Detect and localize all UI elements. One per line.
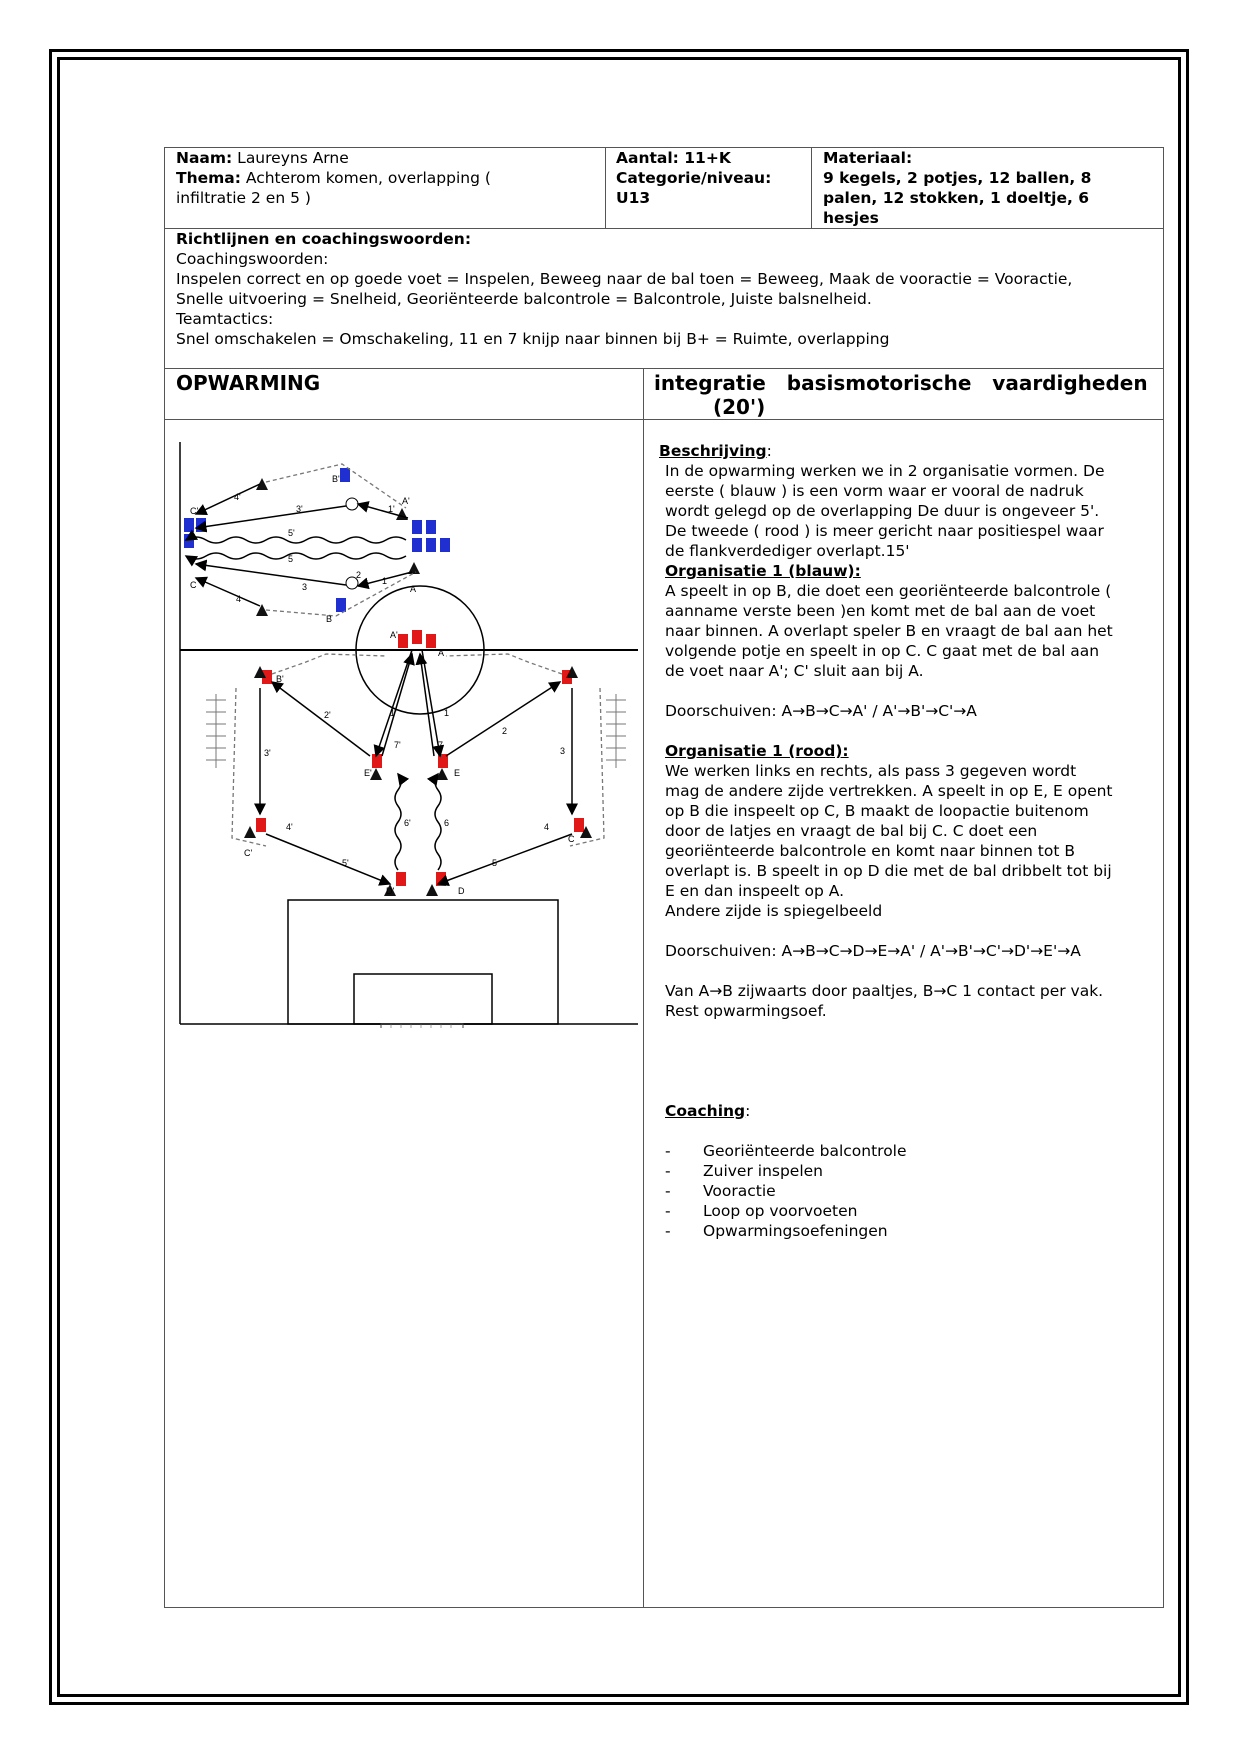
section-duration: (20') [713,395,766,419]
categorie-value: U13 [616,189,651,207]
materiaal-line-1: 9 kegels, 2 potjes, 12 ballen, 8 [823,169,1092,187]
red-player [436,872,446,886]
diagram-label: 4' [234,492,241,502]
diagram-label: D [458,886,465,896]
diagram-label: C [568,834,575,844]
red-organisation [206,630,626,896]
ladder-right [606,694,626,768]
diagram-label: B' [276,674,284,684]
thema-label: Thema: [176,169,241,187]
red-player [574,818,584,832]
teamtactics-label: Teamtactics: [176,310,274,328]
red-player [372,754,382,768]
blue-player [184,534,194,548]
org-rood-line: op B die inspeelt op C, B maakt de loopactie buitenom [665,802,1089,820]
naam-field [176,149,349,169]
blue-player [340,468,350,482]
diagram-label: 2 [356,570,362,580]
diagram-label: 3' [264,748,271,758]
org-rood-line: door de latjes en vraagt de bal bij C. C doet een [665,822,1038,840]
ball [346,498,358,510]
diagram-label: B' [332,474,340,484]
dribble-path [186,553,406,559]
red-player [412,630,422,644]
pass-arrow [196,506,346,528]
coachingswoorden-label: Coachingswoorden: [176,250,329,268]
diagram-label: A [438,648,445,658]
blue-player [426,538,436,552]
org-rood-line: Andere zijde is spiegelbeeld [665,902,883,920]
materiaal-label: Materiaal: [823,149,913,167]
org-rood-line: mag de andere zijde vertrekken. A speelt in op E, E opent [665,782,1113,800]
blue-player [412,520,422,534]
blue-player [412,538,422,552]
diagram-label: 5 [288,554,294,564]
diagram-label: E' [364,768,372,778]
org-rood-extra: Rest opwarmingsoef. [665,1002,827,1020]
coaching-item: - Zuiver inspelen [665,1162,824,1180]
pass-arrow [196,578,260,606]
richtlijnen-line-1: Inspelen correct en op goede voet = Inspelen, Beweeg naar de bal toen = Beweeg, Maak de vooractie = Vooractie, [176,270,1073,288]
diagram-label: B [326,614,333,624]
diagram-label: 1 [444,708,450,718]
dribble-path [395,774,401,870]
exercise-diagram [176,438,640,1028]
org-rood-line: georiënteerde balcontrole en komt naar binnen tot B [665,842,1075,860]
beschrijving-line: de flankverdediger overlapt.15' [665,542,910,560]
cone [370,768,382,780]
thema-value: Achterom komen, overlapping ( [240,169,491,187]
thema-value-cont: infiltratie 2 en 5 ) [176,189,311,207]
beschrijving-line: wordt gelegd op de overlapping De duur is ongeveer 5'. [665,502,1100,520]
thema-field [176,169,491,189]
ladder-left [206,694,226,768]
org-blauw-line: volgende potje en speelt in op C. C gaat met de bal aan [665,642,1100,660]
dribble-path [435,774,441,870]
diagram-label: A' [390,630,398,640]
org-rood-doorschuiven: Doorschuiven: A→B→C→D→E→A' / A'→B'→C'→D'→E'→A [665,942,1081,960]
run-path [266,464,406,508]
pass-arrow [196,484,260,514]
categorie-label: Categorie/niveau: [616,169,772,187]
blue-player [184,518,194,532]
beschrijving-heading: Beschrijving: [659,442,772,460]
naam-label: Naam: [176,149,233,167]
org-blauw-line: A speelt in op B, die doet een georiënteerde balcontrole ( [665,582,1112,600]
org-rood-title: Organisatie 1 (rood): [665,742,849,760]
diagram-label: 1' [388,504,395,514]
diagram-label: E [454,768,461,778]
beschrijving-line: In de opwarming werken we in 2 organisatie vormen. De [665,462,1105,480]
diagram-label: 3' [296,504,303,514]
dribble-path [186,537,406,543]
coaching-item: - Georiënteerde balcontrole [665,1142,907,1160]
red-player [398,634,408,648]
org-blauw-line: aanname verste been )en komt met de bal aan de voet [665,602,1096,620]
diagram-label: A' [402,496,410,506]
naam-value: Laureyns Arne [232,149,349,167]
blue-player [336,598,346,612]
section-subtitle: integratie basismotorische vaardigheden [654,371,1148,395]
org-rood-line: E en dan inspeelt op A. [665,882,845,900]
coaching-heading: Coaching: [665,1102,751,1120]
diagram-label: D' [386,886,395,896]
red-player [426,634,436,648]
pass-arrow [438,834,572,884]
diagram-label: 7' [394,740,401,750]
cone [244,826,256,838]
blue-player [196,518,206,532]
diagram-label: A [410,584,417,594]
richtlijnen-line-3: Snel omschakelen = Omschakeling, 11 en 7 knijp naar binnen bij B+ = Ruimte, overlapping [176,330,890,348]
blue-player [426,520,436,534]
pass-arrow [272,682,370,756]
materiaal-line-3: hesjes [823,209,879,227]
coaching-label: Coaching [665,1102,746,1120]
diagram-label: 3 [302,582,308,592]
richtlijnen-line-2: Snelle uitvoering = Snelheid, Georiënteerde balcontrole = Balcontrole, Juiste balsnelheid. [176,290,872,308]
diagram-label: 1 [382,576,388,586]
header-divider-1 [605,147,606,229]
penalty-area [288,900,558,1024]
org-blauw-line: naar binnen. A overlapt speler B en vraagt de bal aan het [665,622,1113,640]
diagram-label: 5' [342,858,349,868]
diagram-label: C [190,580,197,590]
red-player [396,872,406,886]
beschrijving-label: Beschrijving [659,442,767,460]
diagram-label: C' [190,506,199,516]
goal-area [354,974,492,1024]
diagram-label: 7 [438,740,444,750]
diagram-label: 6' [404,818,411,828]
cone [256,478,268,490]
diagram-label: 4 [236,594,242,604]
diagram-label: 4 [544,822,550,832]
header-divider-2 [811,147,812,229]
pass-arrow [266,834,390,884]
coaching-item: - Vooractie [665,1182,776,1200]
org-rood-extra: Van A→B zijwaarts door paaltjes, B→C 1 contact per vak. [665,982,1104,1000]
coaching-item: - Opwarmingsoefeningen [665,1222,888,1240]
red-player [256,818,266,832]
org-rood-line: overlapt is. B speelt in op D die met de bal dribbelt tot bij [665,862,1112,880]
beschrijving-line: eerste ( blauw ) is een vorm waar er vooral de nadruk [665,482,1084,500]
diagram-label: 2' [324,710,331,720]
org-blauw-title: Organisatie 1 (blauw): [665,562,861,580]
org-rood-line: We werken links en rechts, als pass 3 gegeven wordt [665,762,1077,780]
pass-arrow [446,682,560,756]
diagram-label: 5' [288,528,295,538]
diagram-label: 2 [502,726,508,736]
run-path [446,654,562,674]
aantal-field: Aantal: 11+K [616,149,731,167]
diagram-label: 5 [492,858,498,868]
section-title: OPWARMING [176,371,321,395]
beschrijving-line: De tweede ( rood ) is meer gericht naar positiespel waar [665,522,1104,540]
diagram-label: 6 [444,818,450,828]
diagram-label: 3 [560,746,566,756]
diagram-label: 1' [390,708,397,718]
run-path [272,654,386,674]
org-blauw-line: de voet naar A'; C' sluit aan bij A. [665,662,924,680]
coaching-item: - Loop op voorvoeten [665,1202,858,1220]
diagram-label: 4' [286,822,293,832]
pass-arrow [196,564,346,585]
blue-player [440,538,450,552]
diagram-label: C' [244,848,253,858]
richtlijnen-title: Richtlijnen en coachingswoorden: [176,230,472,248]
materiaal-line-2: palen, 12 stokken, 1 doeltje, 6 [823,189,1090,207]
org-blauw-doorschuiven: Doorschuiven: A→B→C→A' / A'→B'→C'→A [665,702,977,720]
